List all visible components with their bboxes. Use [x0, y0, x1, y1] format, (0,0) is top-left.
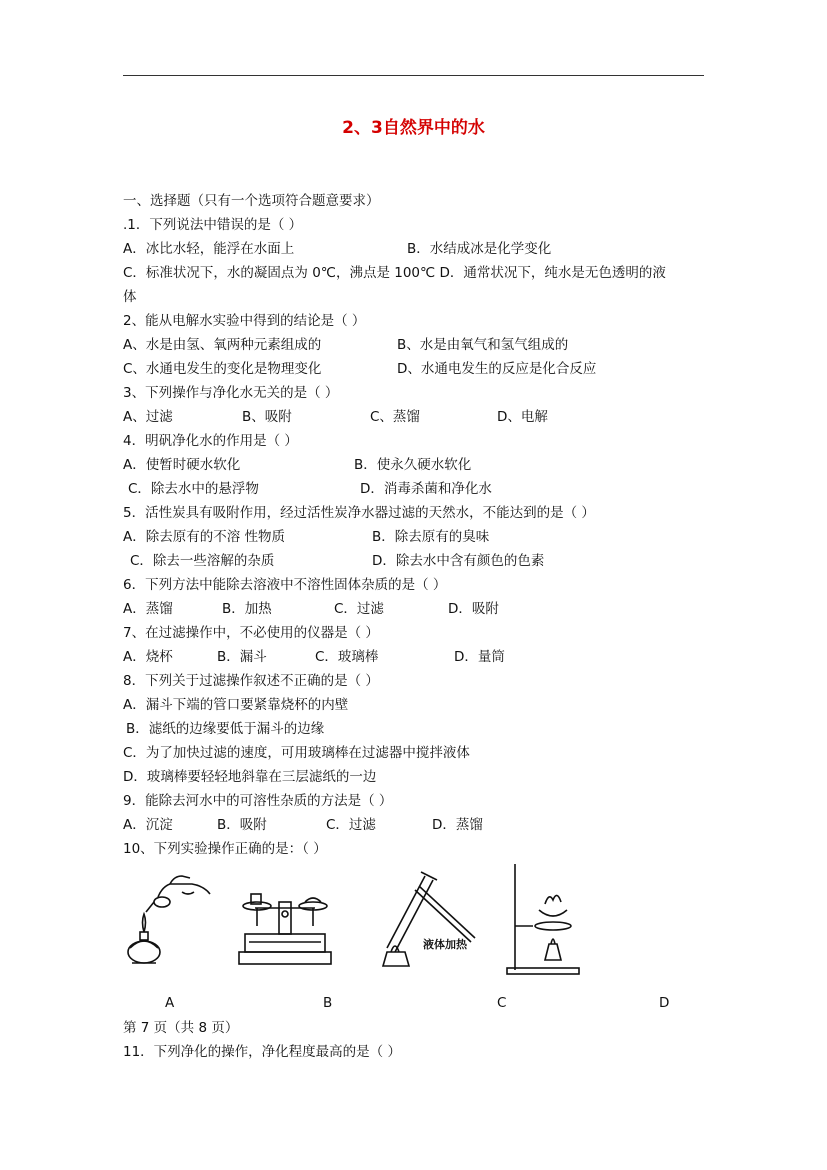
q7-option-b: B．漏斗 — [217, 649, 267, 665]
header-rule — [123, 75, 704, 76]
page-title: 2、3自然界中的水 — [342, 118, 485, 138]
q5-option-a: A．除去原有的不溶 性物质 — [123, 529, 286, 545]
q10-stem: 10、下列实验操作正确的是：（ ） — [123, 841, 327, 857]
figure-c-test-tube-heating-icon — [375, 862, 485, 977]
q5-option-d: D．除去水中含有颜色的色素 — [372, 553, 545, 569]
figure-label-d: D — [659, 995, 670, 1011]
q3-option-b: B、吸附 — [242, 409, 292, 425]
q2-option-c: C、水通电发生的变化是物理变化 — [123, 361, 322, 377]
q9-option-a: A．沉淀 — [123, 817, 173, 833]
q9-option-d: D．蒸馏 — [432, 817, 483, 833]
q6-option-d: D．吸附 — [448, 601, 499, 617]
q1-option-c-cont: 体 — [123, 289, 137, 305]
q5-stem: 5．活性炭具有吸附作用，经过活性炭净水器过滤的天然水，不能达到的是（ ） — [123, 505, 595, 521]
figure-label-b: B — [323, 995, 333, 1011]
q7-option-d: D．量筒 — [454, 649, 505, 665]
q6-stem: 6．下列方法中能除去溶液中不溶性固体杂质的是（ ） — [123, 577, 447, 593]
q6-option-a: A．蒸馏 — [123, 601, 173, 617]
q1-option-c: C．标准状况下，水的凝固点为 0℃，沸点是 100℃ D．通常状况下，纯水是无色透明的液 — [123, 265, 666, 281]
q4-option-b: B．使永久硬水软化 — [354, 457, 472, 473]
q9-option-b: B．吸附 — [217, 817, 267, 833]
section-heading: 一、选择题（只有一个选项符合题意要求） — [123, 193, 380, 209]
q5-option-b: B．除去原有的臭味 — [372, 529, 490, 545]
q4-option-a: A．使暂时硬水软化 — [123, 457, 241, 473]
q9-stem: 9．能除去河水中的可溶性杂质的方法是（ ） — [123, 793, 393, 809]
q3-option-a: A、过滤 — [123, 409, 173, 425]
figure-c-caption: 液体加热 — [423, 938, 467, 951]
q6-option-b: B．加热 — [222, 601, 272, 617]
q1-stem: .1．下列说法中错误的是（ ） — [123, 217, 303, 233]
figure-b-balance-icon — [235, 862, 335, 972]
q8-option-d: D．玻璃棒要轻轻地斜靠在三层滤纸的一边 — [123, 769, 377, 785]
q2-option-d: D、水通电发生的反应是化合反应 — [397, 361, 597, 377]
q4-stem: 4．明矾净化水的作用是（ ） — [123, 433, 298, 449]
q5-option-c: C．除去一些溶解的杂质 — [130, 553, 275, 569]
q2-option-b: B、水是由氧气和氢气组成的 — [397, 337, 569, 353]
q8-option-a: A．漏斗下端的管口要紧靠烧杯的内壁 — [123, 697, 349, 713]
q11-stem: 11．下列净化的操作，净化程度最高的是（ ） — [123, 1044, 401, 1060]
q8-option-c: C．为了加快过滤的速度，可用玻璃棒在过滤器中搅拌液体 — [123, 745, 470, 761]
q8-stem: 8．下列关于过滤操作叙述不正确的是（ ） — [123, 673, 379, 689]
q9-option-c: C．过滤 — [326, 817, 376, 833]
q7-option-a: A．烧杯 — [123, 649, 173, 665]
q1-option-a: A．冰比水轻，能浮在水面上 — [123, 241, 295, 257]
page-number: 第 7 页（共 8 页） — [123, 1020, 239, 1036]
q3-option-c: C、蒸馏 — [370, 409, 420, 425]
q3-option-d: D、电解 — [497, 409, 548, 425]
q4-option-d: D．消毒杀菌和净化水 — [360, 481, 492, 497]
figure-label-a: A — [165, 995, 175, 1011]
q7-option-c: C．玻璃棒 — [315, 649, 379, 665]
q8-option-b: B．滤纸的边缘要低于漏斗的边缘 — [126, 721, 325, 737]
figure-a-alcohol-lamp-icon — [122, 862, 217, 972]
q7-stem: 7、在过滤操作中，不必使用的仪器是（ ） — [123, 625, 379, 641]
figure-label-c: C — [497, 995, 507, 1011]
q1-option-b: B．水结成冰是化学变化 — [407, 241, 552, 257]
q2-stem: 2、能从电解水实验中得到的结论是（ ） — [123, 313, 366, 329]
q6-option-c: C．过滤 — [334, 601, 384, 617]
figure-d-evaporating-dish-icon — [505, 860, 585, 980]
q3-stem: 3、下列操作与净化水无关的是（ ） — [123, 385, 339, 401]
q4-option-c: C．除去水中的悬浮物 — [128, 481, 259, 497]
q2-option-a: A、水是由氢、氧两种元素组成的 — [123, 337, 322, 353]
